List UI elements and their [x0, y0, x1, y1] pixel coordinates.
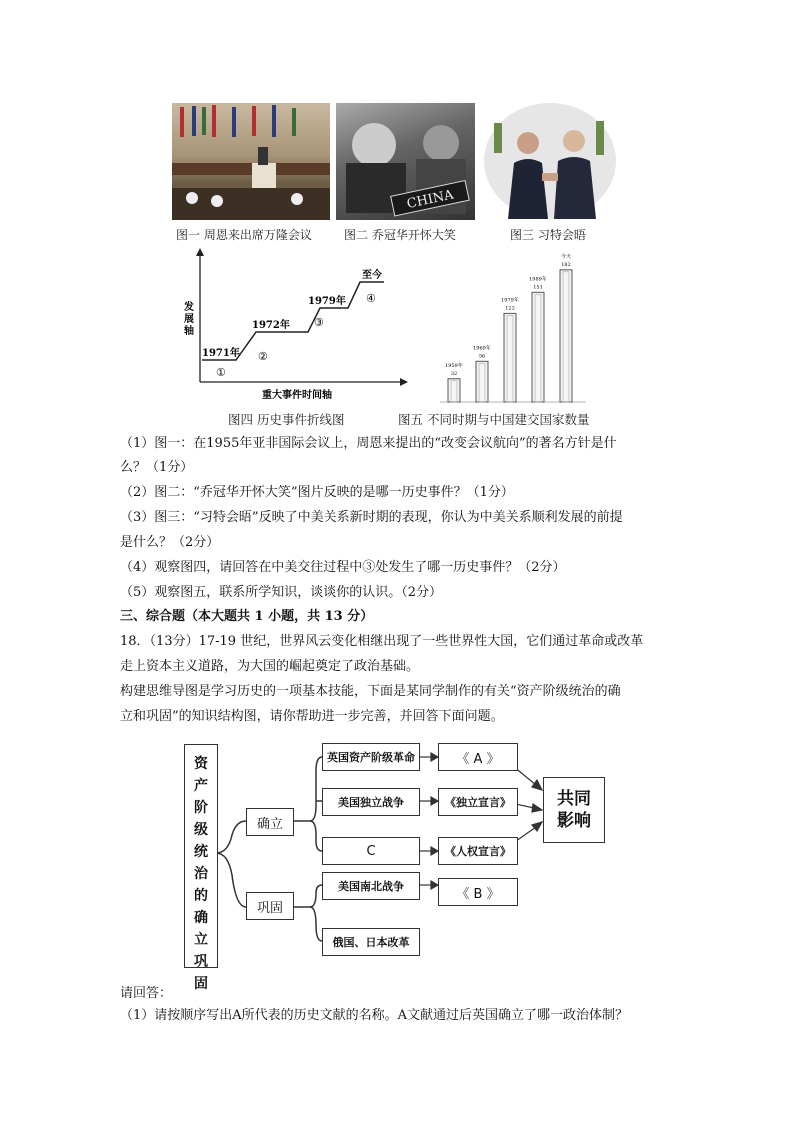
consolidate-node: 巩固: [246, 892, 294, 920]
fig2-caption: 图二 乔冠华开怀大笑: [344, 228, 456, 242]
arrow-head-3: [431, 847, 438, 855]
connector-establish-down: [310, 821, 322, 851]
marker-3: ③: [314, 316, 324, 329]
doc-b: 《 B 》: [438, 878, 518, 906]
question-5: （5）观察图五，联系所学知识，谈谈你的认识。（2分）: [120, 585, 443, 600]
arrow-head-5: [532, 780, 542, 790]
question-18-line-1: 18．（13分）17-19 世纪，世界风云变化相继出现了一些世界性大国，它们通过革命或改革: [120, 634, 644, 649]
bar-value-2: 122: [505, 305, 515, 312]
fig5-caption: 图五 不同时期与中国建交国家数量: [398, 412, 590, 427]
un-scene: [336, 103, 475, 220]
arrow-head-4: [431, 881, 438, 889]
y-axis-arrow: [196, 248, 204, 256]
root-char-2: 产: [194, 778, 208, 794]
bar-category-0: 1959年: [445, 362, 463, 369]
ylabel-ch1: 发: [184, 302, 194, 313]
event-c: C: [322, 837, 420, 865]
root-char-4: 级: [194, 822, 208, 838]
china-sign: CHINA: [405, 187, 455, 212]
marker-1: ①: [216, 366, 226, 379]
bar-0: [448, 379, 460, 402]
doc-a: 《 A 》: [438, 743, 518, 771]
event-russia-japan-reform: 俄国、日本改革: [322, 928, 420, 956]
bar-value-1: 56: [478, 353, 486, 360]
photo-qiao-guanhua-laughing: [336, 103, 475, 220]
bar-2: [504, 313, 516, 402]
meeting-scene: [484, 103, 616, 220]
bar-category-3: 1989年: [529, 276, 547, 283]
x-axis-label: 重大事件时间轴: [262, 390, 332, 401]
event-english-revolution: 英国资产阶级革命: [322, 743, 420, 771]
question-3-line-1: （3）图三：“习特会晤”反映了中美关系新时期的表现，你认为中美关系顺利发展的前提: [120, 510, 623, 525]
bar-4: [560, 270, 572, 402]
bar-category-2: 1979年: [501, 297, 519, 304]
answer-prompt: 请回答：: [120, 986, 173, 1001]
y-axis-label: [183, 300, 197, 337]
bar-category-4: 今天: [560, 253, 572, 260]
arrow-head-2: [431, 797, 438, 805]
question-2: （2）图二：“乔冠华开怀大笑”图片反映的是哪一历史事件？（1分）: [120, 485, 514, 500]
bar-value-0: 32: [450, 370, 458, 377]
question-1-line-1: （1）图一：在1955年亚非国际会议上，周恩来提出的“改变会议航向”的著名方针是什: [120, 436, 617, 451]
connector-establish-up: [292, 757, 322, 821]
connector-root-consolidate: [216, 853, 246, 907]
bar-3: [532, 292, 544, 402]
photo-bandung-conference: [172, 103, 330, 220]
section-3-heading: 三、综合题（本大题共 1 小题，共 13 分）: [120, 609, 374, 624]
fig3-caption: 图三 习特会晤: [510, 228, 586, 242]
event-american-independence: 美国独立战争: [322, 788, 420, 816]
marker-2: ②: [258, 350, 268, 363]
question-18-line-4: 立和巩固”的知识结构图，请你帮助进一步完善，并回答下面问题。: [120, 709, 504, 724]
bar-chart: [440, 244, 590, 404]
year-label-1979: 1979年: [308, 296, 346, 307]
sub-question-1: （1）请按顺序写出A所代表的历史文献的名称。A文献通过后英国确立了哪一政治体制？: [120, 1008, 629, 1023]
bar-value-4: 182: [561, 261, 571, 268]
root-char-7: 的: [194, 888, 208, 904]
bar-value-3: 151: [533, 284, 543, 291]
year-label-1972: 1972年: [252, 320, 290, 331]
connector-consolidate-up: [292, 885, 322, 907]
root-char-6: 治: [194, 866, 208, 882]
common-impact-node: 共同影响: [543, 777, 605, 843]
ylabel-ch2: 展: [184, 314, 194, 325]
bandung-scene: [172, 103, 330, 220]
doc-declaration-rights: 《人权宣言》: [438, 837, 518, 865]
question-18-line-3: 构建思维导图是学习历史的一项基本技能，下面是某同学制作的有关“资产阶级统治的确: [120, 684, 621, 699]
arrow-head-6: [532, 804, 542, 812]
doc-declaration-independence: 《独立宣言》: [438, 788, 518, 816]
root-char-11: 固: [194, 976, 208, 992]
event-line-chart: [180, 248, 410, 406]
root-char-3: 阶: [194, 800, 208, 816]
connector-root-establish: [216, 821, 246, 853]
root-char-8: 确: [194, 910, 208, 926]
mindmap-root: [184, 744, 218, 992]
x-axis-arrow: [400, 378, 408, 386]
fig4-caption: 图四 历史事件折线图: [228, 412, 345, 427]
root-char-1: 资: [194, 756, 208, 772]
connector-consolidate-down: [310, 907, 322, 941]
year-label-1971: 1971年: [202, 348, 240, 359]
question-3-line-2: 是什么？（2分）: [120, 535, 220, 550]
root-char-10: 巩: [194, 954, 208, 970]
arrow-head-1: [431, 753, 438, 761]
root-char-5: 统: [194, 844, 208, 860]
fig1-caption: 图一 周恩来出席万隆会议: [176, 228, 312, 242]
event-american-civil-war: 美国南北战争: [322, 872, 420, 900]
question-1-line-2: 么？（1分）: [120, 460, 194, 475]
year-label-today: 至今: [362, 270, 382, 281]
bar-1: [476, 361, 488, 402]
root-char-9: 立: [194, 932, 208, 948]
arrow-head-7: [532, 822, 542, 831]
bar-category-1: 1969年: [473, 345, 491, 352]
marker-4: ④: [366, 292, 376, 305]
establish-node: 确立: [246, 808, 294, 836]
photo-xi-trump-meeting: [484, 103, 616, 220]
ylabel-ch3: 轴: [184, 326, 194, 337]
question-4: （4）观察图四，请回答在中美交往过程中③处发生了哪一历史事件？（2分）: [120, 560, 566, 575]
question-18-line-2: 走上资本主义道路，为大国的崛起奠定了政治基础。: [120, 659, 420, 674]
